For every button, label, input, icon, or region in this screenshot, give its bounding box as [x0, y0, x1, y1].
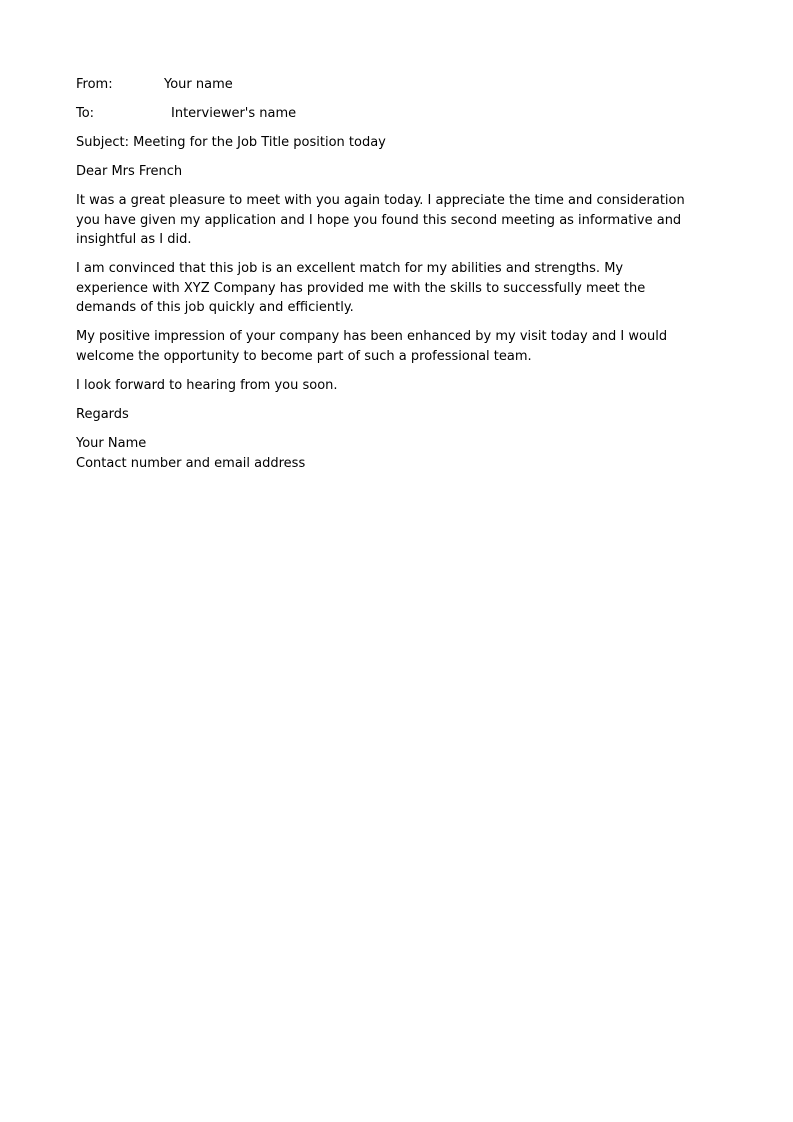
from-label: From:	[76, 77, 113, 92]
subject-line: Subject: Meeting for the Job Title position today	[76, 135, 386, 150]
paragraph-convinced: I am convinced that this job is an excellent match for my abilities and strengths. My experience with XYZ Company has provided me with the skills to successfully meet the demands of this job quickly and efficiently.	[76, 261, 646, 315]
signature-name: Your Name	[76, 435, 147, 451]
signature-contact: Contact number and email address	[76, 455, 306, 471]
to-label: To:	[76, 106, 95, 121]
from-line	[76, 75, 716, 95]
closing: Regards	[76, 406, 129, 422]
from-value: Your name	[164, 77, 233, 92]
salutation: Dear Mrs French	[76, 164, 183, 179]
to-line	[76, 104, 716, 124]
letter-body	[76, 75, 716, 474]
paragraph-pleasure: It was a great pleasure to meet with you again today. I appreciate the time and consideration you have given my application and I hope you found this second meeting as informative and insightful as I did.	[76, 193, 685, 247]
paragraph-look-forward: I look forward to hearing from you soon.	[76, 377, 338, 393]
to-value: Interviewer's name	[171, 106, 297, 121]
paragraph-impression: My positive impression of your company has been enhanced by my visit today and I would welcome the opportunity to become part of such a professional team.	[76, 329, 668, 364]
